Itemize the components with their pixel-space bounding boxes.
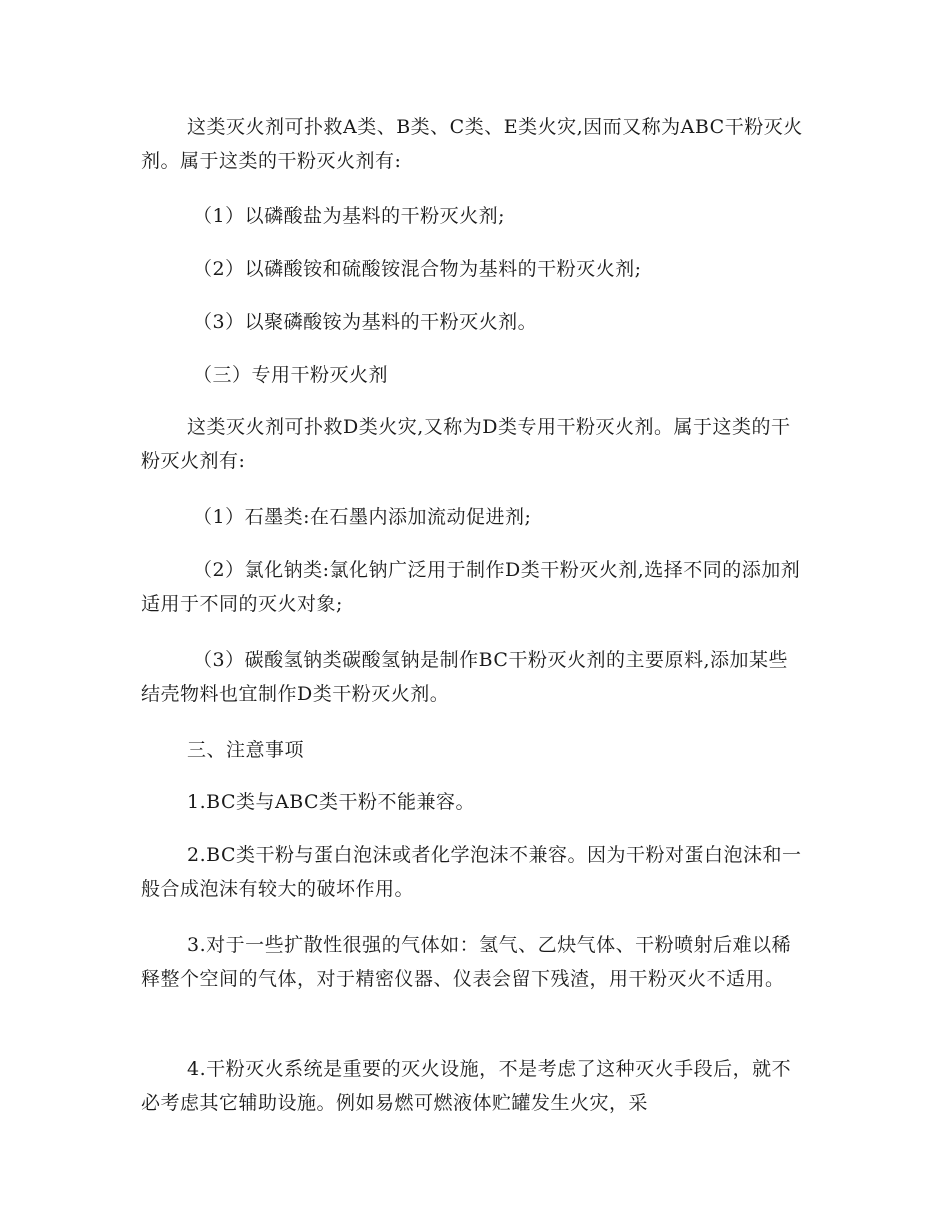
- paragraph-abc-item-1: （1）以磷酸盐为基料的干粉灭火剂;: [193, 205, 505, 227]
- precaution-item-4: 4.干粉灭火系统是重要的灭火设施，不是考虑了这种灭火手段后，就不必考虑其它辅助设施。例如易燃可燃液体贮罐发生火灾，采: [141, 1058, 792, 1114]
- paragraph-abc-item-2: （2）以磷酸铵和硫酸铵混合物为基料的干粉灭火剂;: [193, 258, 642, 280]
- section-heading-special-powder: （三）专用干粉灭火剂: [193, 364, 389, 386]
- precaution-item-2: 2.BC类干粉与蛋白泡沫或者化学泡沫不兼容。因为干粉对蛋白泡沫和一般合成泡沫有较大的破坏作用。: [141, 844, 802, 900]
- paragraph-d-item-1: （1）石墨类:在石墨内添加流动促进剂;: [193, 506, 532, 528]
- paragraph-d-item-3: （3）碳酸氢钠类碳酸氢钠是制作BC干粉灭火剂的主要原料,添加某些结壳物料也宜制作D类干粉灭火剂。: [141, 649, 788, 705]
- paragraph-d-intro: 这类灭火剂可扑救D类火灾,又称为D类专用干粉灭火剂。属于这类的干粉灭火剂有:: [141, 416, 791, 472]
- precaution-item-1: 1.BC类与ABC类干粉不能兼容。: [187, 791, 476, 813]
- paragraph-d-item-2: （2）氯化钠类:氯化钠广泛用于制作D类干粉灭火剂,选择不同的添加剂适用于不同的灭火对象;: [141, 559, 801, 615]
- precaution-item-3: 3.对于一些扩散性很强的气体如：氢气、乙炔气体、干粉喷射后难以稀释整个空间的气体，对于精密仪器、仪表会留下残渣，用干粉灭火不适用。: [141, 934, 792, 990]
- section-heading-precautions: 三、注意事项: [187, 739, 305, 761]
- paragraph-abc-intro: 这类灭火剂可扑救A类、B类、C类、E类火灾,因而又称为ABC干粉灭火剂。属于这类的干粉灭火剂有:: [141, 116, 803, 172]
- paragraph-abc-item-3: （3）以聚磷酸铵为基料的干粉灭火剂。: [193, 311, 538, 333]
